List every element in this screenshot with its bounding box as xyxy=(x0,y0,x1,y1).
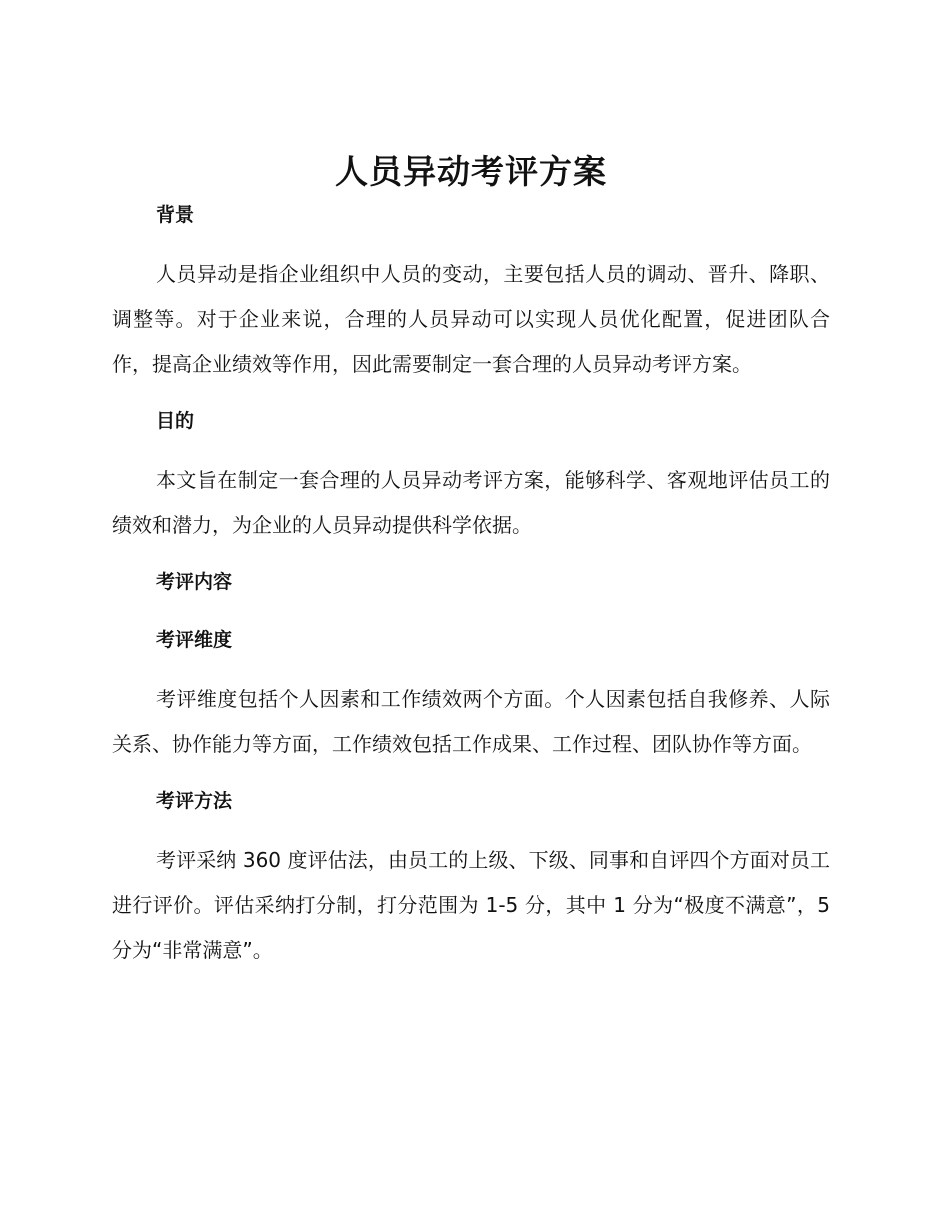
spacer xyxy=(112,816,830,838)
spacer xyxy=(112,597,830,625)
spacer xyxy=(112,436,830,458)
paragraph-dimension: 考评维度包括个人因素和工作绩效两个方面。个人因素包括自我修养、人际关系、协作能力等方面，工作绩效包括工作成果、工作过程、团队协作等方面。 xyxy=(112,687,830,756)
spacer xyxy=(112,767,830,786)
paragraph-purpose: 本文旨在制定一套合理的人员异动考评方案，能够科学、客观地评估员工的绩效和潜力，为企业的人员异动提供科学依据。 xyxy=(112,468,830,537)
section-heading-background: 背景 xyxy=(156,204,195,226)
document-title: 人员异动考评方案 xyxy=(335,152,607,191)
paragraph-background: 人员异动是指企业组织中人员的变动，主要包括人员的调动、晋升、降职、调整等。对于企业来说，合理的人员异动可以实现人员优化配置，促进团队合作，提高企业绩效等作用，因此需要制定一套合理的人员异动考评方案。 xyxy=(112,262,830,376)
section-heading-method: 考评方法 xyxy=(156,790,233,812)
spacer xyxy=(112,548,830,567)
spacer xyxy=(112,230,830,252)
document-body xyxy=(112,150,830,973)
paragraph-method: 考评采纳 360 度评估法，由员工的上级、下级、同事和自评四个方面对员工进行评价。评估采纳打分制，打分范围为 1-5 分，其中 1 分为“极度不满意”，5 分为“非常满意”。 xyxy=(112,848,830,962)
section-heading-purpose: 目的 xyxy=(156,410,195,432)
section-heading-dimension: 考评维度 xyxy=(156,629,233,651)
spacer xyxy=(112,655,830,677)
section-heading-content: 考评内容 xyxy=(156,571,233,593)
spacer xyxy=(112,387,830,406)
